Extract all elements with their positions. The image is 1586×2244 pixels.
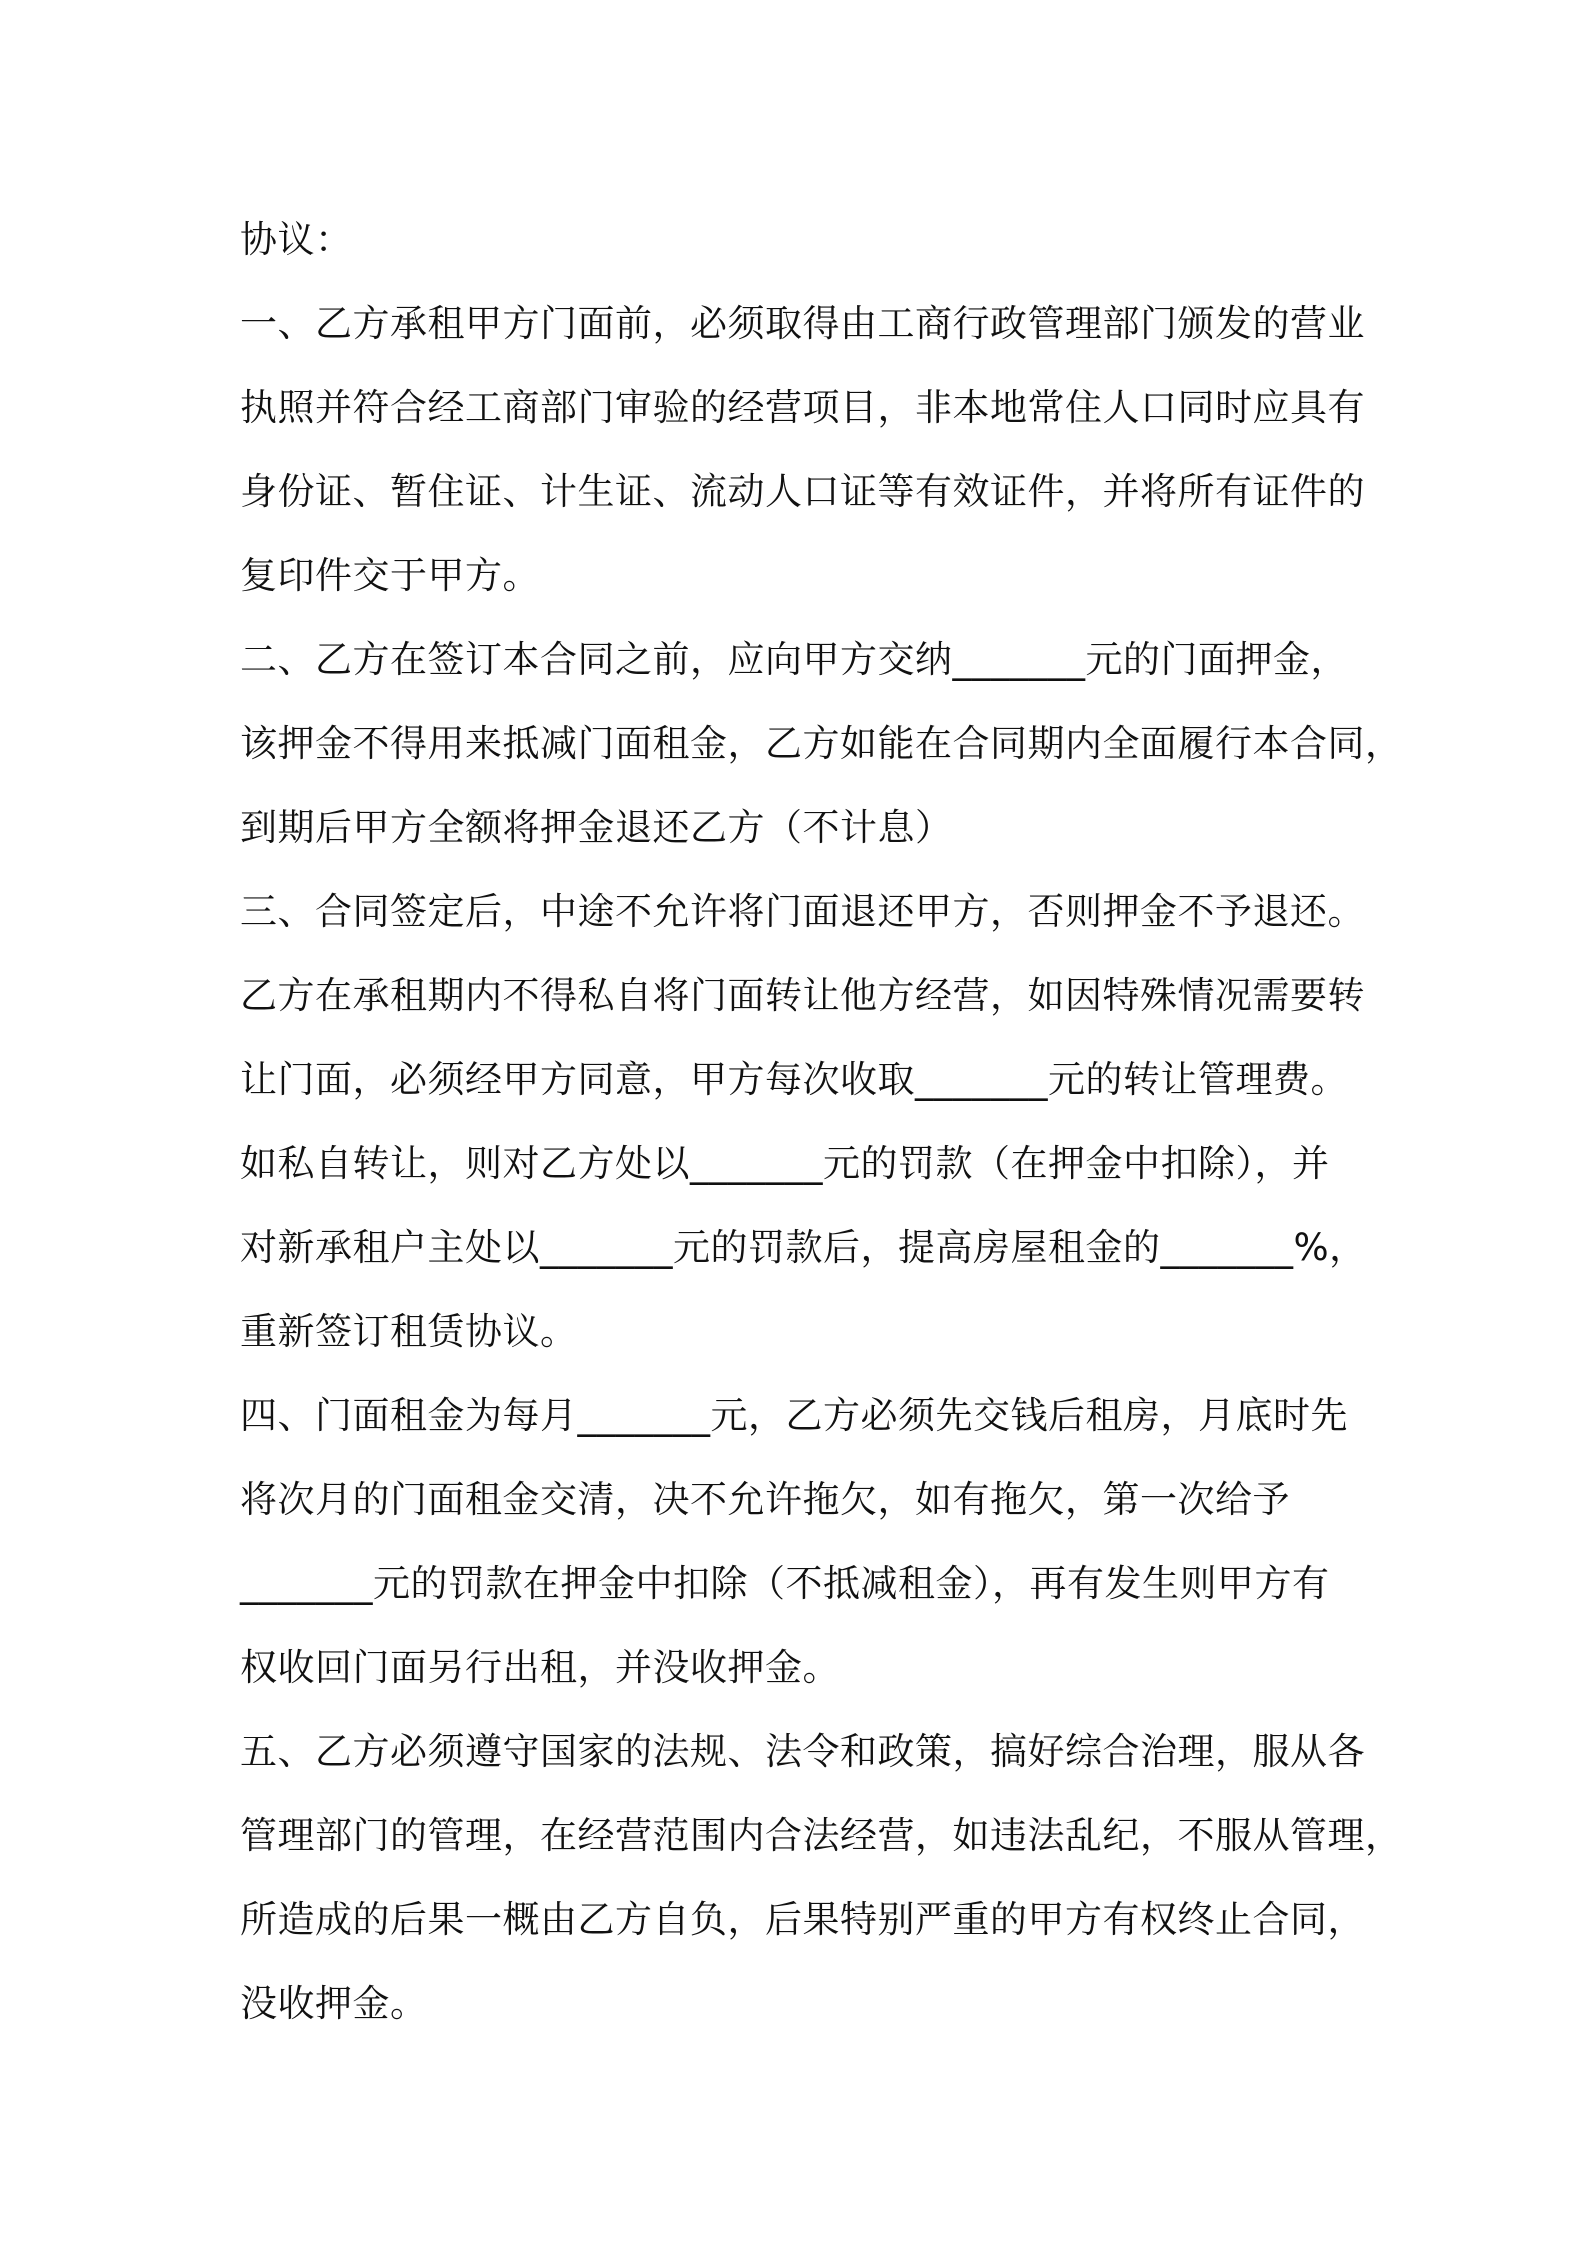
clause-5-line-1: 五、乙方必须遵守国家的法规、法令和政策，搞好综合治理，服从各 <box>240 1730 1365 1773</box>
clause-4-line-1: 四、门面租金为每月_______元，乙方必须先交钱后租房，月底时先 <box>240 1394 1348 1437</box>
clause-1-line-2: 执照并符合经工商部门审验的经营项目，非本地常住人口同时应具有 <box>240 386 1365 429</box>
clause-3-line-5: 对新承租户主处以_______元的罚款后，提高房屋租金的_______%， <box>240 1226 1367 1269</box>
clause-2-line-3: 到期后甲方全额将押金退还乙方（不计息） <box>240 806 953 849</box>
clause-4-line-3: _______元的罚款在押金中扣除（不抵减租金），再有发生则甲方有 <box>240 1562 1330 1605</box>
agreement-heading: 协议： <box>240 218 353 261</box>
clause-1-line-4: 复印件交于甲方。 <box>240 554 540 597</box>
agreement-body <box>240 198 1403 2046</box>
clause-3-line-6: 重新签订租赁协议。 <box>240 1310 578 1353</box>
clause-5-line-3: 所造成的后果一概由乙方自负，后果特别严重的甲方有权终止合同， <box>240 1898 1365 1941</box>
clause-3-line-1: 三、合同签定后，中途不允许将门面退还甲方，否则押金不予退还。 <box>240 890 1365 933</box>
clause-3-line-3: 让门面，必须经甲方同意，甲方每次收取_______元的转让管理费。 <box>240 1058 1348 1101</box>
clause-5-line-2: 管理部门的管理，在经营范围内合法经营，如违法乱纪，不服从管理， <box>240 1814 1403 1857</box>
clause-2-line-2: 该押金不得用来抵减门面租金，乙方如能在合同期内全面履行本合同， <box>240 722 1403 765</box>
clause-1-line-3: 身份证、暂住证、计生证、流动人口证等有效证件，并将所有证件的 <box>240 470 1365 513</box>
clause-3-line-2: 乙方在承租期内不得私自将门面转让他方经营，如因特殊情况需要转 <box>240 974 1365 1017</box>
clause-5-line-4: 没收押金。 <box>240 1982 428 2025</box>
clause-3-line-4: 如私自转让，则对乙方处以_______元的罚款（在押金中扣除），并 <box>240 1142 1330 1185</box>
clause-2-line-1: 二、乙方在签订本合同之前，应向甲方交纳_______元的门面押金， <box>240 638 1348 681</box>
clause-4-line-2: 将次月的门面租金交清，决不允许拖欠，如有拖欠，第一次给予 <box>240 1478 1290 1521</box>
clause-1-line-1: 一、乙方承租甲方门面前，必须取得由工商行政管理部门颁发的营业 <box>240 302 1365 345</box>
clause-4-line-4: 权收回门面另行出租，并没收押金。 <box>240 1646 840 1689</box>
